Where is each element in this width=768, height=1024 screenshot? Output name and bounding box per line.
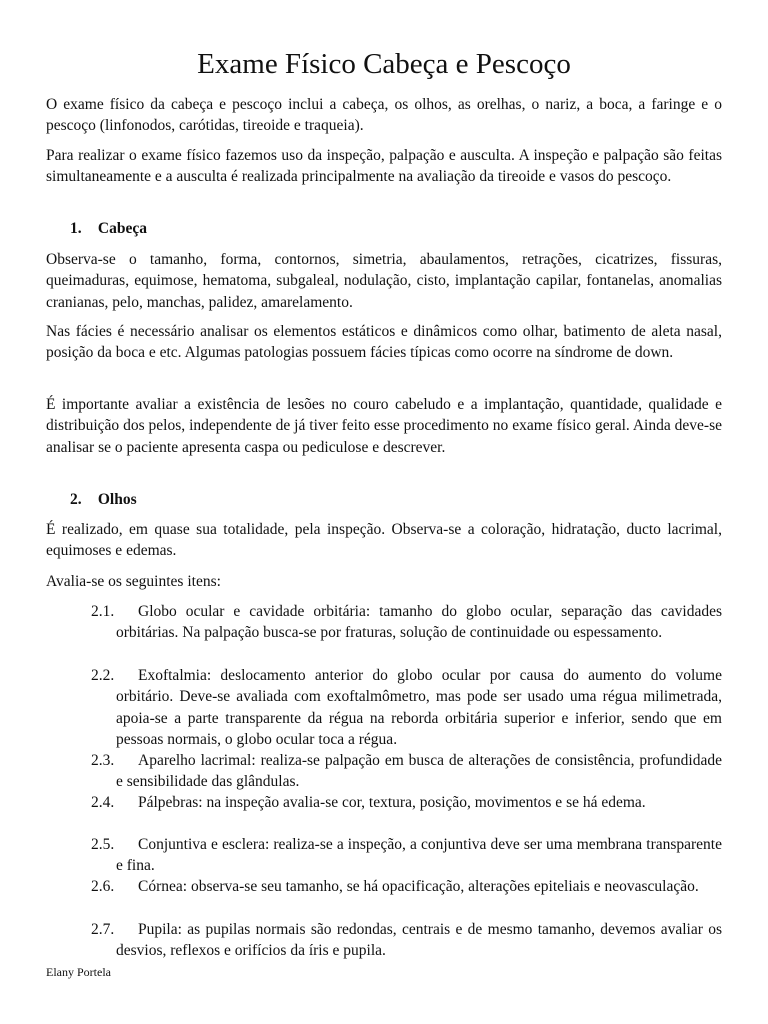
list-item [91,876,722,897]
list-item-text: Pupila: as pupilas normais são redondas, centrais e de mesmo tamanho, devemos avaliar os desvios, reflexos e orifícios da íris e pupila. [116,921,722,960]
section-heading-label: Cabeça [97,220,147,237]
list-item-text: Exoftalmia: deslocamento anterior do globo ocular por causa do aumento do volume orbitário. Deve-se avaliada com exoftalmômetro, mas pode ser usado uma régua milimetrada, apoia-se a parte transparente da régua na reborda orbitária superior e inferior, sendo que em pessoas normais, o globo ocular toca a régua. [116,667,722,748]
list-item [91,601,722,644]
section-heading-label: Olhos [97,491,137,508]
list-item [91,919,722,962]
intro-paragraph-2: Para realizar o exame físico fazemos uso da inspeção, palpação e ausculta. A inspeção e palpação são feitas simultaneamente e a ausculta é realizada principalmente na avaliação da tireoide e vasos do pescoço. [46,147,722,186]
list-item-number: 2.5. [91,836,115,853]
section-number: 2. [70,491,82,508]
footer-author: Elany Portela [46,965,111,979]
list-item-number: 2.1. [91,603,115,620]
list-item-text: Globo ocular e cavidade orbitária: tamanho do globo ocular, separação das cavidades orbitárias. Na palpação busca-se por fraturas, solução de continuidade ou espessamento. [116,603,722,642]
intro-paragraph-1: O exame físico da cabeça e pescoço inclui a cabeça, os olhos, as orelhas, o nariz, a boca, a faringe e o pescoço (linfonodos, carótidas, tireoide e traqueia). [46,96,722,135]
list-item [91,750,722,793]
cabeca-paragraph-2: Nas fácies é necessário analisar os elementos estáticos e dinâmicos como olhar, batimento de aleta nasal, posição da boca e etc. Algumas patologias possuem fácies típicas como ocorre na síndrome de down. [46,323,722,362]
section-heading-cabeca [70,218,147,239]
list-item-text: Conjuntiva e esclera: realiza-se a inspeção, a conjuntiva deve ser uma membrana transparente e fina. [116,836,722,875]
list-item [91,792,722,813]
list-item-number: 2.3. [91,752,115,769]
page-title: Exame Físico Cabeça e Pescoço [197,48,571,80]
list-item-text: Córnea: observa-se seu tamanho, se há opacificação, alterações epiteliais e neovasculação. [138,878,699,895]
list-item [91,834,722,877]
cabeca-paragraph-3: É importante avaliar a existência de lesões no couro cabeludo e a implantação, quantidade, qualidade e distribuição dos pelos, independente de já tiver feito esse procedimento no exame físico geral. Ainda deve-se analisar se o paciente apresenta caspa ou pediculose e descrever. [46,396,722,456]
olhos-paragraph-1: É realizado, em quase sua totalidade, pela inspeção. Observa-se a coloração, hidratação, ducto lacrimal, equimoses e edemas. [46,521,722,560]
cabeca-paragraph-1: Observa-se o tamanho, forma, contornos, simetria, abaulamentos, retrações, cicatrizes, fissuras, queimaduras, equimose, hematoma, subgaleal, nodulação, cisto, implantação capilar, fontanelas, anomalias cranianas, pelo, manchas, palidez, amarelamento. [46,251,722,311]
section-heading-olhos [70,489,137,510]
list-item-number: 2.2. [91,667,115,684]
list-item-number: 2.4. [91,794,115,811]
list-item-number: 2.7. [91,921,115,938]
olhos-paragraph-2: Avalia-se os seguintes itens: [46,573,221,590]
list-item-text: Aparelho lacrimal: realiza-se palpação em busca de alterações de consistência, profundidade e sensibilidade das glândulas. [116,752,722,791]
list-item-number: 2.6. [91,878,115,895]
section-number: 1. [70,220,82,237]
list-item-text: Pálpebras: na inspeção avalia-se cor, textura, posição, movimentos e se há edema. [138,794,646,811]
list-item [91,665,722,750]
